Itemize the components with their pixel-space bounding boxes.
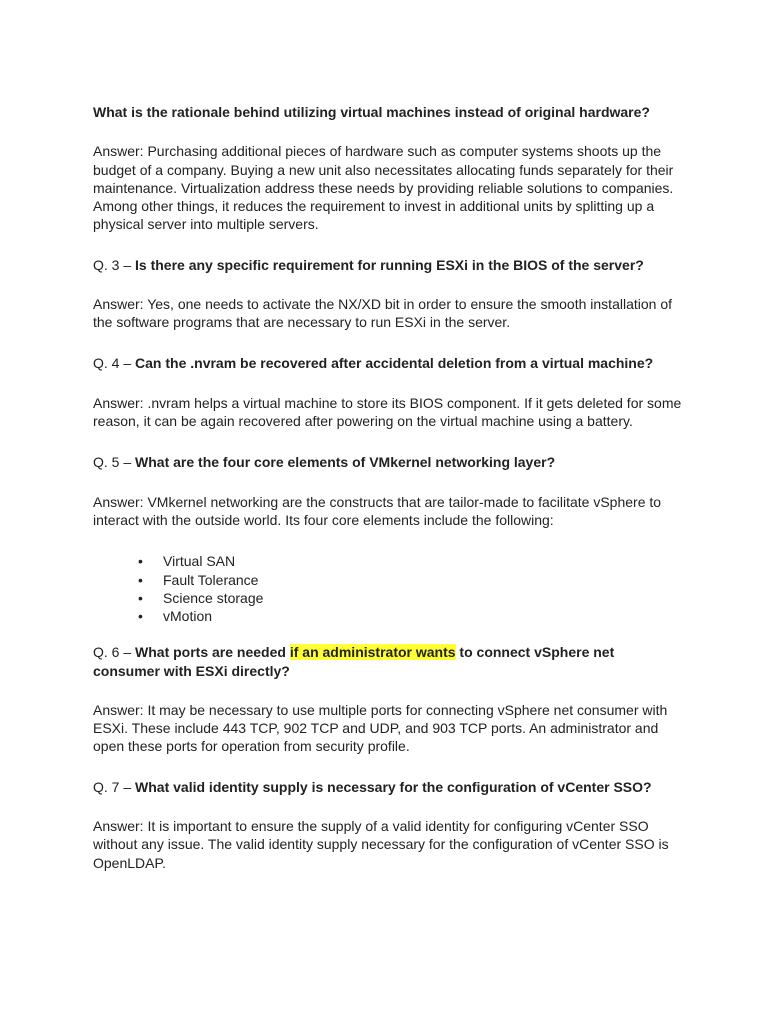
answer-3: Answer: Yes, one needs to activate the NX/XD bit in order to ensure the smooth installation of the software programs that are necessary to run ESXi in the server. xyxy=(93,296,673,331)
answer-5: Answer: VMkernel networking are the constructs that are tailor-made to facilitate vSphere to interact with the outside world. Its four core elements include the following: xyxy=(93,493,662,529)
bullet-icon: • xyxy=(138,608,143,625)
list-item xyxy=(93,589,683,607)
answer-4: Answer: .nvram helps a virtual machine to store its BIOS component. If it gets deleted for some reason, it can be again recovered after powering on the virtual machine using a battery. xyxy=(93,394,682,430)
question-6-text-before: What ports are needed xyxy=(135,644,290,661)
question-7-prefix: Q. 7 – xyxy=(93,778,136,795)
core-elements-list xyxy=(93,552,683,625)
bullet-icon: • xyxy=(138,571,143,588)
list-item-label: Virtual SAN xyxy=(163,553,236,570)
bullet-icon: • xyxy=(138,589,143,606)
list-item xyxy=(93,607,683,625)
question-5-text: What are the four core elements of VMkernel networking layer? xyxy=(135,453,556,470)
question-6-prefix: Q. 6 – xyxy=(93,644,136,661)
list-item-label: Science storage xyxy=(163,589,264,606)
question-7 xyxy=(93,778,683,796)
question-5 xyxy=(93,453,683,471)
question-2: What is the rationale behind utilizing virtual machines instead of original hardware? xyxy=(93,104,650,120)
list-item-label: vMotion xyxy=(163,608,213,625)
question-3 xyxy=(93,256,683,274)
question-4-prefix: Q. 4 – xyxy=(93,354,136,371)
answer-7: Answer: It is important to ensure the supply of a valid identity for configuring vCenter SSO without any issue. The valid identity supply necessary for the configuration of vCenter SSO is OpenLDAP. xyxy=(93,818,669,871)
question-5-prefix: Q. 5 – xyxy=(93,453,136,470)
list-item-label: Fault Tolerance xyxy=(163,571,259,588)
question-6 xyxy=(93,643,683,680)
question-4 xyxy=(93,354,683,372)
answer-6: Answer: It may be necessary to use multiple ports for connecting vSphere net consumer with ESXi. These include 443 TCP, 902 TCP and UDP, and 903 TCP ports. An administrator and open these ports for operation from security profile. xyxy=(93,701,668,755)
answer-2: Answer: Purchasing additional pieces of hardware such as computer systems shoots up the budget of a company. Buying a new unit also necessitates allocating funds separately for their maintenance. Virtualization address these needs by providing reliable solutions to companies. Among other things, it reduces the requirement to invest in additional units by splitting up a physical server into multiple servers. xyxy=(93,143,674,233)
question-7-text: What valid identity supply is necessary for the configuration of vCenter SSO? xyxy=(135,778,652,795)
question-6-text-after: to connect vSphere net consumer with ESXi directly? xyxy=(93,644,615,679)
document-page xyxy=(93,103,683,872)
question-3-prefix: Q. 3 – xyxy=(93,256,136,273)
list-item xyxy=(93,552,683,570)
question-3-text: Is there any specific requirement for running ESXi in the BIOS of the server? xyxy=(135,256,644,273)
bullet-icon: • xyxy=(138,553,143,570)
list-item xyxy=(93,571,683,589)
question-4-text: Can the .nvram be recovered after accidental deletion from a virtual machine? xyxy=(135,354,654,371)
question-6-highlight: if an administrator wants xyxy=(289,644,456,661)
